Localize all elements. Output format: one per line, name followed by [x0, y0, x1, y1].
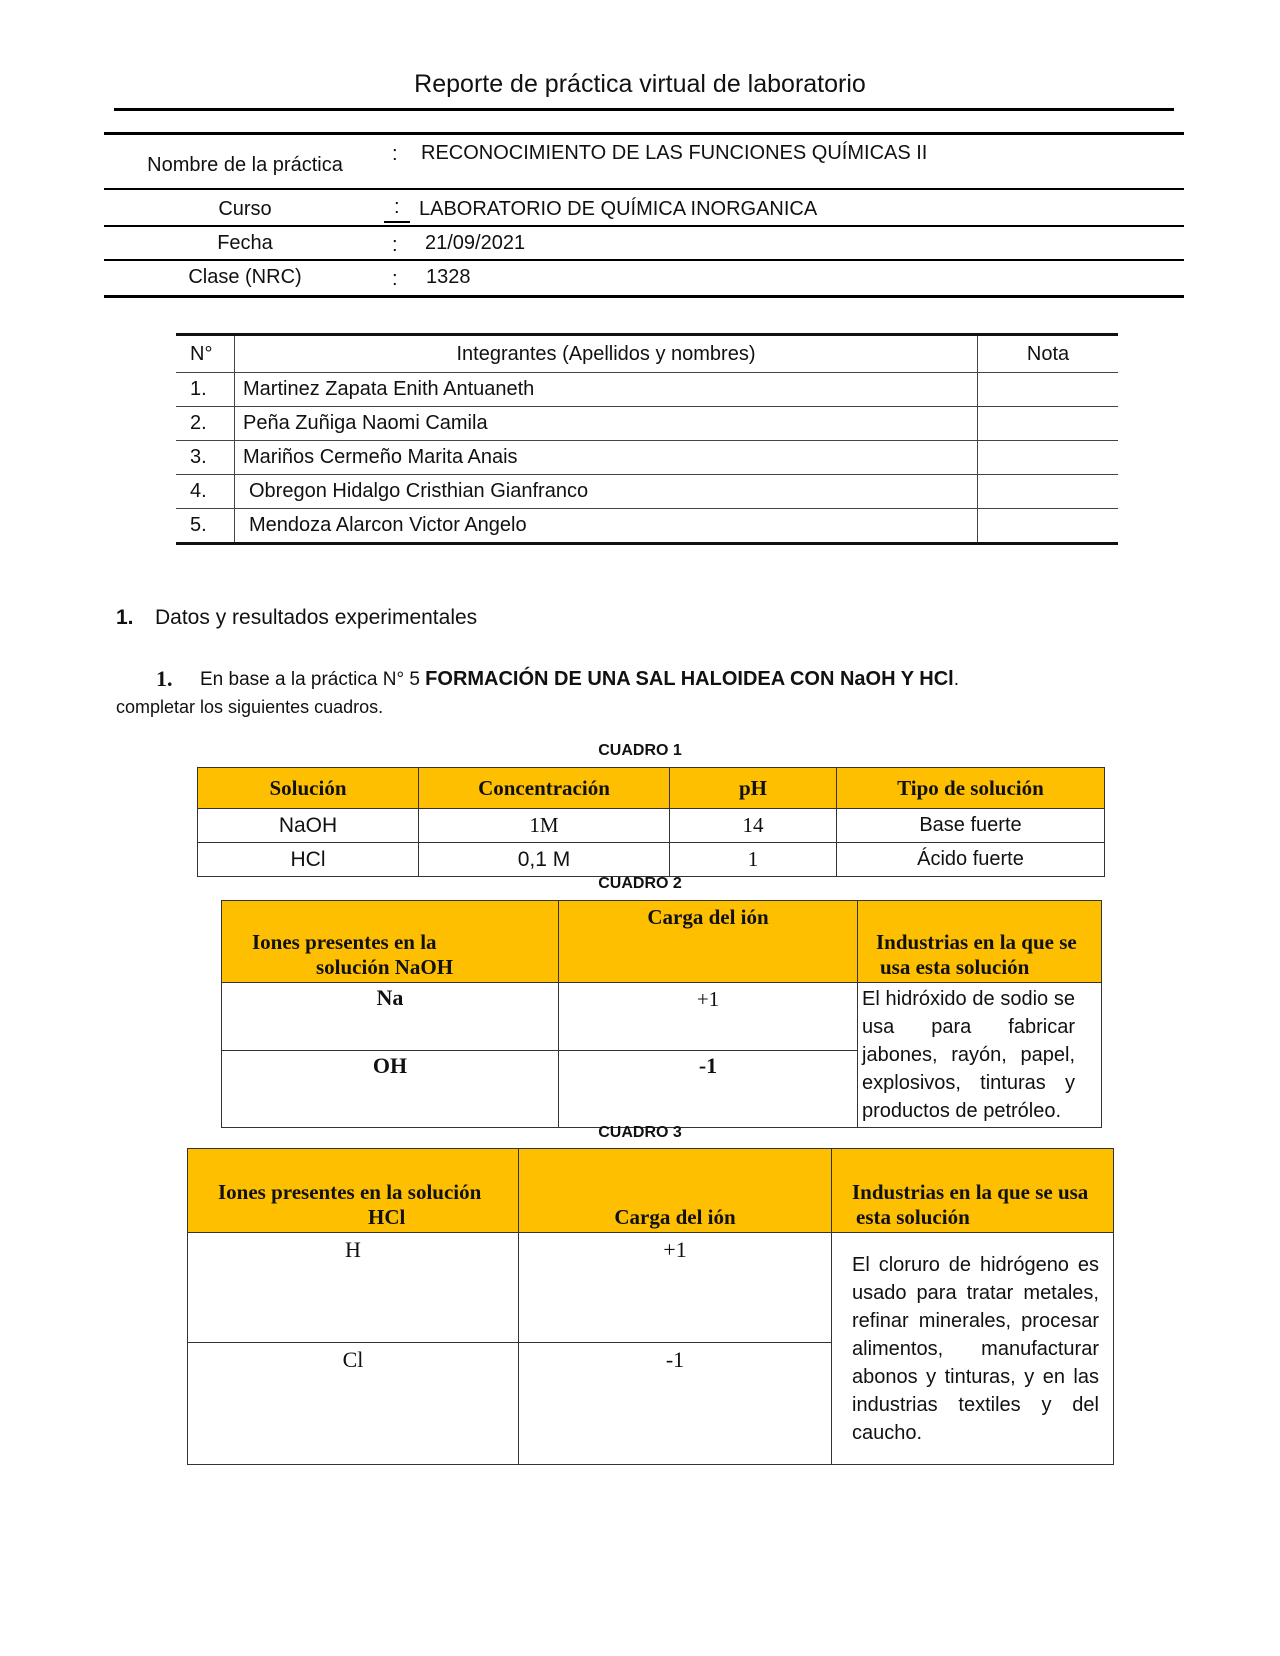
curso-colon: : — [394, 196, 400, 218]
member-number: 4. — [176, 475, 235, 509]
member-nota — [978, 407, 1119, 441]
cuadro2-caption: CUADRO 2 — [598, 875, 682, 892]
question-text-b: completar los siguientes cuadros. — [116, 697, 384, 717]
cuadro2-header-ions-l1: Iones presentes en la — [252, 930, 437, 954]
member-name: Martinez Zapata Enith Antuaneth — [235, 373, 978, 407]
cuadro1-cell: HCl — [198, 843, 419, 877]
members-header-nota: Nota — [978, 335, 1119, 373]
cuadro3-charge: -1 — [519, 1343, 832, 1465]
cuadro3-header-ions-l2: HCl — [368, 1205, 406, 1229]
member-number: 2. — [176, 407, 235, 441]
question-text-bold: FORMACIÓN DE UNA SAL HALOIDEA CON NaOH Y HCl — [425, 668, 954, 690]
cuadro2-ion: OH — [222, 1051, 559, 1128]
fecha-label: Fecha — [217, 232, 273, 254]
cuadro3-table — [187, 1148, 1114, 1465]
cuadro2-charge: +1 — [559, 983, 858, 1051]
cuadro3-charge: +1 — [519, 1233, 832, 1343]
curso-colon-underline — [384, 221, 410, 223]
cuadro1-cell: 1M — [419, 809, 670, 843]
cuadro1-cell: 0,1 M — [419, 843, 670, 877]
nombre-label: Nombre de la práctica — [147, 154, 343, 176]
member-nota — [978, 475, 1119, 509]
cuadro1-cell: Base fuerte — [837, 809, 1105, 843]
fecha-colon: : — [392, 234, 398, 256]
table-row — [176, 407, 1118, 441]
cuadro2-industries: El hidróxido de sodio se usa para fabricar jabones, rayón, papel, explosivos, tinturas y productos de petróleo. — [858, 983, 1102, 1128]
cuadro1-cell: Ácido fuerte — [837, 843, 1105, 877]
cuadro2-header-ions — [222, 901, 559, 983]
clase-label: Clase (NRC) — [188, 266, 302, 288]
table-row — [188, 1233, 1114, 1343]
member-name: Mendoza Alarcon Victor Angelo — [235, 509, 978, 544]
cuadro1-cell: 1 — [670, 843, 837, 877]
member-number: 5. — [176, 509, 235, 544]
members-table — [176, 333, 1118, 545]
cuadro2-header-row — [222, 901, 1102, 983]
member-name: Obregon Hidalgo Cristhian Gianfranco — [235, 475, 978, 509]
question-text-end: . — [953, 669, 960, 690]
info-rule-2 — [104, 225, 1184, 227]
title-rule — [114, 108, 1174, 111]
curso-label: Curso — [218, 198, 272, 220]
table-row — [222, 983, 1102, 1051]
cuadro3-header-ions-l1: Iones presentes en la solución — [218, 1180, 482, 1204]
info-bottom-rule — [104, 295, 1184, 298]
member-nota — [978, 373, 1119, 407]
table-row — [176, 373, 1118, 407]
cuadro3-ion: Cl — [188, 1343, 519, 1465]
cuadro1-header: pH — [670, 768, 837, 809]
members-header-n: N° — [176, 335, 235, 373]
cuadro3-header-charge: Carga del ión — [519, 1149, 832, 1233]
question-text-a: En base a la práctica N° 5 — [200, 669, 426, 690]
member-number: 1. — [176, 373, 235, 407]
question-number: 1. — [156, 666, 173, 691]
cuadro2-header-ions-l2: solución NaOH — [316, 955, 454, 979]
cuadro3-header-row — [188, 1149, 1114, 1233]
table-row — [198, 809, 1105, 843]
cuadro3-industries: El cloruro de hidrógeno es usado para tratar metales, refinar minerales, procesar alimentos, manufacturar abonos y tinturas, y en las industrias textiles y del caucho. — [832, 1233, 1114, 1465]
nombre-value: RECONOCIMIENTO DE LAS FUNCIONES QUÍMICAS II — [421, 142, 928, 164]
cuadro1-cell: NaOH — [198, 809, 419, 843]
cuadro2-header-charge: Carga del ión — [559, 901, 858, 983]
table-row — [198, 843, 1105, 877]
curso-value: LABORATORIO DE QUÍMICA INORGANICA — [419, 198, 818, 220]
member-nota — [978, 509, 1119, 544]
cuadro3-ion: H — [188, 1233, 519, 1343]
cuadro1-cell: 14 — [670, 809, 837, 843]
clase-value: 1328 — [426, 266, 471, 288]
member-name: Peña Zuñiga Naomi Camila — [235, 407, 978, 441]
member-name: Mariños Cermeño Marita Anais — [235, 441, 978, 475]
members-header-row — [176, 335, 1118, 373]
cuadro2-ion: Na — [222, 983, 559, 1051]
cuadro2-header-industries — [858, 901, 1102, 983]
table-row — [176, 509, 1118, 544]
info-top-rule — [104, 132, 1184, 135]
cuadro1-header: Concentración — [419, 768, 670, 809]
section-title: Datos y resultados experimentales — [155, 606, 478, 629]
cuadro1-header: Solución — [198, 768, 419, 809]
cuadro3-header-ind-l1: Industrias en la que se usa — [852, 1180, 1089, 1204]
nombre-colon: : — [392, 143, 398, 165]
cuadro3-header-ind-l2: esta solución — [856, 1205, 970, 1229]
cuadro1-header-row — [198, 768, 1105, 809]
member-number: 3. — [176, 441, 235, 475]
table-row — [176, 475, 1118, 509]
cuadro1-table — [197, 767, 1105, 877]
fecha-value: 21/09/2021 — [425, 232, 526, 254]
page-title: Reporte de práctica virtual de laboratorio — [414, 70, 866, 98]
members-header-name: Integrantes (Apellidos y nombres) — [456, 342, 756, 365]
question-text — [200, 668, 959, 691]
cuadro1-header: Tipo de solución — [837, 768, 1105, 809]
clase-colon: : — [392, 268, 398, 290]
cuadro3-header-ions — [188, 1149, 519, 1233]
member-nota — [978, 441, 1119, 475]
cuadro3-caption: CUADRO 3 — [598, 1124, 682, 1141]
cuadro3-header-industries — [832, 1149, 1114, 1233]
cuadro2-table — [221, 900, 1102, 1128]
table-row — [176, 441, 1118, 475]
info-rule-3 — [104, 259, 1184, 261]
section-number: 1. — [116, 606, 134, 629]
info-rule-1 — [104, 188, 1184, 190]
cuadro2-header-ind-l2: usa esta solución — [880, 955, 1030, 979]
cuadro2-header-ind-l1: Industrias en la que se — [876, 930, 1077, 954]
cuadro1-caption: CUADRO 1 — [598, 742, 682, 759]
cuadro2-charge: -1 — [559, 1051, 858, 1128]
